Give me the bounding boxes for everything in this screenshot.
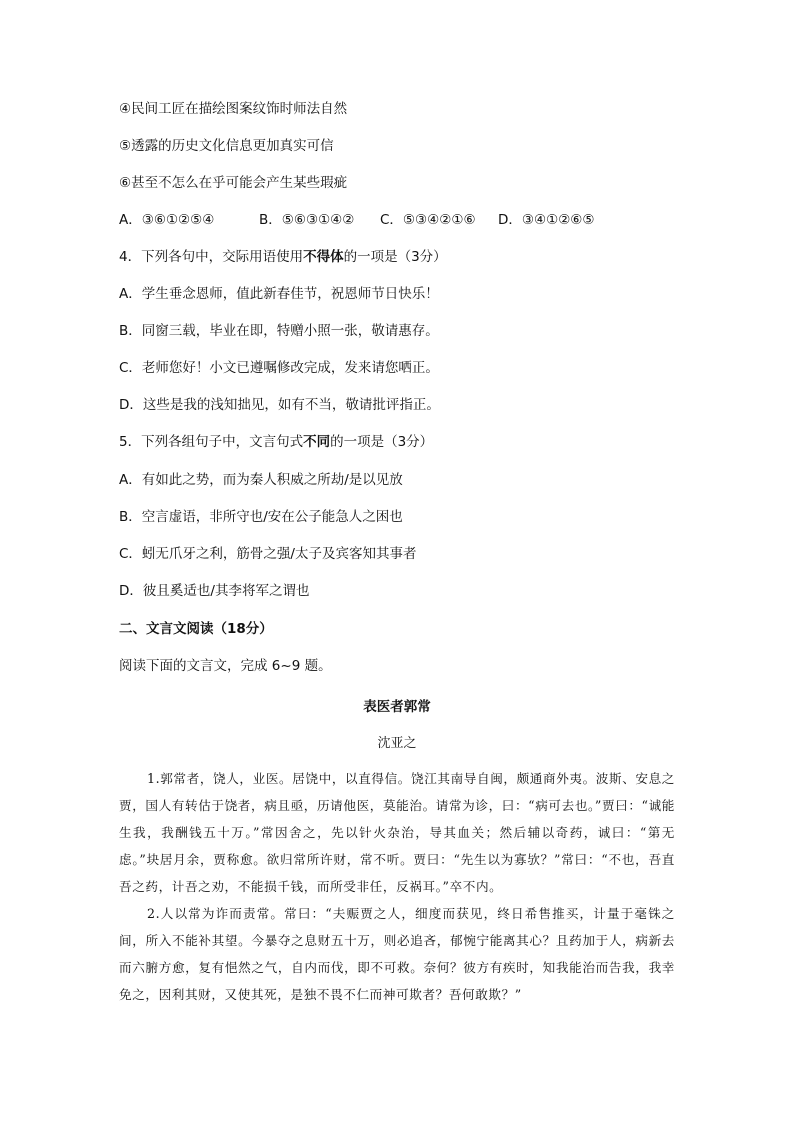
question-5-stem: [119, 434, 433, 450]
option-a: A．有如此之势，而为秦人积威之所劫/是以见放: [119, 472, 403, 488]
stem-text: 4．下列各句中，交际用语使用: [119, 249, 304, 265]
list-item: ⑥甚至不怎么在乎可能会产生某些瑕疵: [119, 175, 348, 191]
option-a: A．③⑥①②⑤④: [119, 212, 215, 228]
answer-options-q3: [119, 212, 595, 228]
section-instruction: 阅读下面的文言文，完成 6~9 题。: [119, 658, 332, 674]
option-a: A．学生垂念恩师，值此新春佳节，祝恩师节日快乐！: [119, 286, 439, 302]
article-paragraph-2: 2.人以常为诈而责常。常曰：“夫赈贾之人，细度而获见，终日希售推买，计量于毫铢之间，所入不能补其望。今暴夺之息财五十万，则必追吝，郁惋宁能离其心？且药加于人，病新去而六腑方愈，复有悒然之气，自内而伐，即不可救。奈何？彼方有疾时，知我能治而告我，我幸免之，因利其财，又使其死，是独不畏不仁而神可欺者？吾何敢欺？”: [119, 906, 675, 1002]
option-c: C．老师您好！小文已遵嘱修改完成，发来请您哂正。: [119, 360, 439, 376]
stem-emphasis: 不同: [303, 434, 331, 450]
list-item: ⑤透露的历史文化信息更加真实可信: [119, 138, 334, 154]
option-c: C．⑤③④②①⑥: [380, 212, 476, 228]
option-b: B．空言虚语，非所守也/安在公子能急人之困也: [119, 509, 403, 525]
section-heading: 二、文言文阅读（18分）: [119, 621, 273, 637]
option-b: B．⑤⑥③①④②: [259, 212, 355, 228]
article-author: 沈亚之: [377, 736, 417, 751]
question-4-stem: [119, 249, 447, 265]
stem-emphasis: 不得体: [303, 249, 344, 265]
option-b: B．同窗三载，毕业在即，特赠小照一张，敬请惠存。: [119, 323, 439, 339]
option-d: D．这些是我的浅知拙见，如有不当，敬请批评指正。: [119, 397, 440, 413]
article-paragraph-1: 1.郭常者，饶人，业医。居饶中，以直得信。饶江其南导自闽，颇通商外夷。波斯、安息之贾，国人有转估于饶者，病且亟，历请他医，莫能治。请常为诊，曰：“病可去也。”贾曰：“诚能生我，我酬钱五十万。”常因舍之，先以针火杂治，导其血关；然后辅以奇药，诚曰：“第无虑。”块居月余，贾称愈。欲归常所许财，常不听。贾曰：“先生以为寡欤？”常曰：“不也，吾直吾之药，计吾之劝，不能损千钱，而所受非任，反祸耳。”卒不内。: [119, 771, 675, 894]
stem-text: 5．下列各组句子中，文言句式: [119, 434, 304, 450]
list-item: ④民间工匠在描绘图案纹饰时师法自然: [119, 101, 348, 117]
stem-text: 的一项是（3分）: [330, 434, 434, 450]
option-d: D．③④①②⑥⑤: [498, 212, 595, 228]
article-title: 表医者郭常: [363, 699, 431, 715]
option-d: D．彼且奚适也/其李将军之谓也: [119, 583, 310, 599]
stem-text: 的一项是（3分）: [343, 249, 447, 265]
option-c: C．蚓无爪牙之利，筋骨之强/太子及宾客知其事者: [119, 546, 417, 562]
